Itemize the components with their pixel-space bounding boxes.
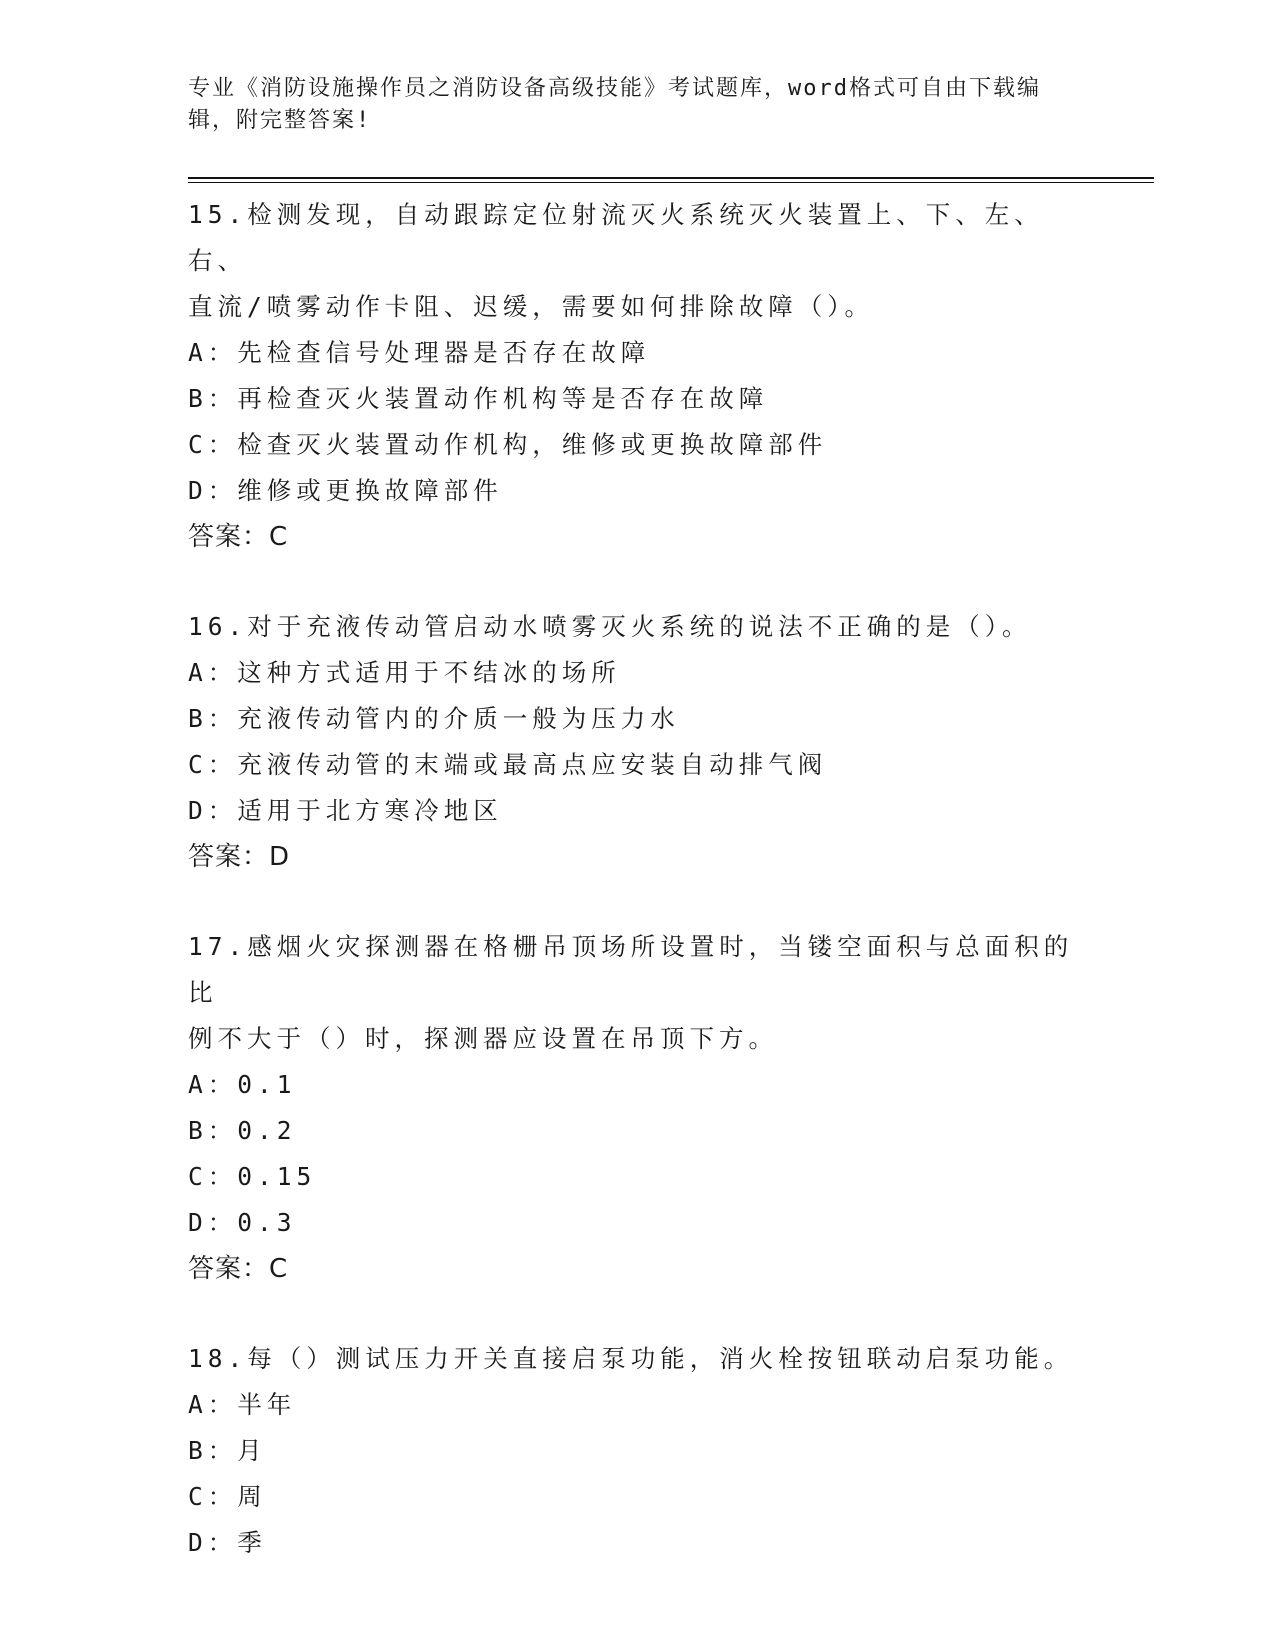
option-d: D：0.3 <box>188 1208 297 1237</box>
option-c: C：检查灭火装置动作机构，维修或更换故障部件 <box>188 430 828 459</box>
question-stem-line: 15.检测发现，自动跟踪定位射流灭火系统灭火装置上、下、左、右、 <box>188 200 1044 275</box>
question-stem-line: 直流/喷雾动作卡阻、迟缓，需要如何排除故障（）。 <box>188 292 874 321</box>
document-header <box>188 73 1068 137</box>
answer-label: 答案：C <box>188 522 289 552</box>
question-list <box>188 192 1088 1610</box>
header-divider-thick <box>188 177 1154 179</box>
question-stem-line: 18.每（）测试压力开关直接启泵功能，消火栓按钮联动启泵功能。 <box>188 1344 1074 1373</box>
option-b: B：0.2 <box>188 1116 297 1145</box>
option-c: C：周 <box>188 1482 267 1511</box>
question-16 <box>188 604 1088 880</box>
option-a: A：半年 <box>188 1390 297 1419</box>
option-d: D：季 <box>188 1528 267 1557</box>
option-b: B：再检查灭火装置动作机构等是否存在故障 <box>188 384 769 413</box>
option-b: B：充液传动管内的介质一般为压力水 <box>188 704 680 733</box>
option-c: C：充液传动管的末端或最高点应安装自动排气阀 <box>188 750 828 779</box>
option-d: D：维修或更换故障部件 <box>188 476 503 505</box>
answer-label: 答案：C <box>188 1254 289 1284</box>
header-line-1: 专业《消防设施操作员之消防设备高级技能》考试题库，word格式可自由下载编 <box>188 76 1041 101</box>
header-line-2: 辑，附完整答案! <box>188 108 372 133</box>
answer-label: 答案：D <box>188 842 291 872</box>
question-17 <box>188 924 1088 1292</box>
option-a: A：先检查信号处理器是否存在故障 <box>188 338 651 367</box>
question-stem-line: 例不大于（）时，探测器应设置在吊顶下方。 <box>188 1024 778 1053</box>
header-divider-thin <box>188 182 1154 183</box>
question-18 <box>188 1336 1088 1566</box>
option-b: B：月 <box>188 1436 267 1465</box>
option-a: A：这种方式适用于不结冰的场所 <box>188 658 621 687</box>
option-d: D：适用于北方寒冷地区 <box>188 796 503 825</box>
question-15 <box>188 192 1088 560</box>
option-a: A：0.1 <box>188 1070 297 1099</box>
option-c: C：0.15 <box>188 1162 317 1191</box>
question-stem-line: 17.感烟火灾探测器在格栅吊顶场所设置时，当镂空面积与总面积的比 <box>188 932 1074 1007</box>
question-stem-line: 16.对于充液传动管启动水喷雾灭火系统的说法不正确的是（）。 <box>188 612 1032 641</box>
